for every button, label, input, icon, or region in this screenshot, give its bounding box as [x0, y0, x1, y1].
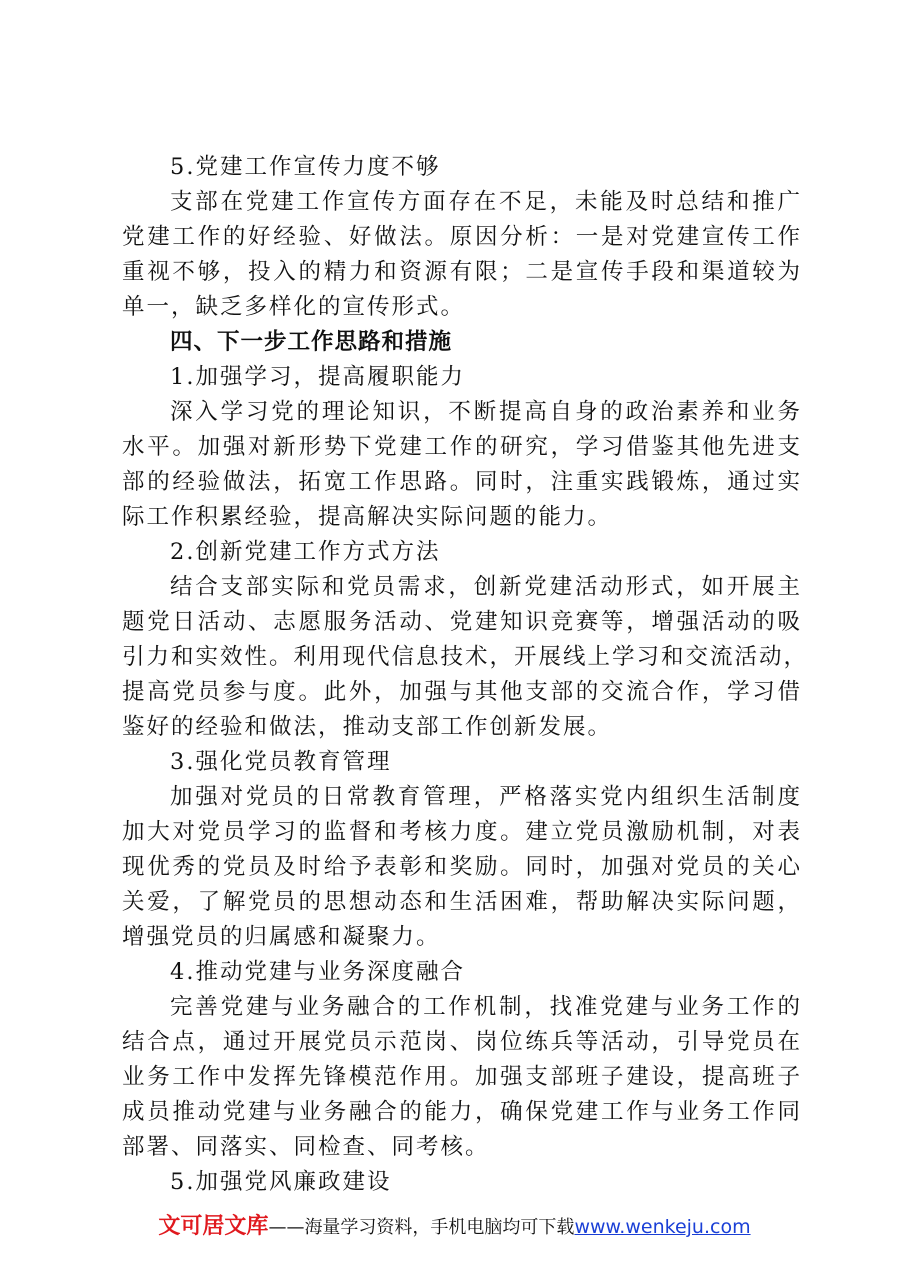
subheading-4-integration: 4.推动党建与业务深度融合: [170, 959, 465, 985]
paragraph-line: 现优秀的党员及时给予表彰和奖励。同时，加强对党员的关心: [122, 854, 802, 880]
paragraph-line: 关爱，了解党员的思想动态和生活困难，帮助解决实际问题，: [122, 889, 802, 915]
paragraph-line: 加强对党员的日常教育管理，严格落实党内组织生活制度: [170, 784, 802, 810]
paragraph-line: 部的经验做法，拓宽工作思路。同时，注重实践锻炼，通过实: [122, 469, 802, 495]
subheading-1-learning: 1.加强学习，提高履职能力: [170, 364, 465, 390]
section-heading-next-steps: 四、下一步工作思路和措施: [170, 329, 453, 355]
paragraph-line: 水平。加强对新形势下党建工作的研究，学习借鉴其他先进支: [122, 434, 802, 460]
paragraph-line: 支部在党建工作宣传方面存在不足，未能及时总结和推广: [170, 189, 802, 215]
subheading-5-publicity: 5.党建工作宣传力度不够: [170, 154, 441, 180]
footer-website-link[interactable]: www.wenkeju.com: [574, 1216, 751, 1238]
paragraph-line: 结合点，通过开展党员示范岗、岗位练兵等活动，引导党员在: [122, 1029, 802, 1055]
paragraph-line: 党建工作的好经验、好做法。原因分析：一是对党建宣传工作: [122, 224, 802, 250]
page-footer: [0, 1210, 909, 1245]
footer-brand: 文可居文库: [158, 1214, 269, 1239]
subheading-2-innovation: 2.创新党建工作方式方法: [170, 539, 441, 565]
subheading-3-education: 3.强化党员教育管理: [170, 749, 392, 775]
paragraph-line: 部署、同落实、同检查、同考核。: [122, 1134, 490, 1160]
paragraph-line: 增强党员的归属感和凝聚力。: [122, 924, 441, 950]
paragraph-line: 完善党建与业务融合的工作机制，找准党建与业务工作的: [170, 994, 802, 1020]
paragraph-line: 单一，缺乏多样化的宣传形式。: [122, 294, 466, 320]
paragraph-line: 加大对党员学习的监督和考核力度。建立党员激励机制，对表: [122, 819, 802, 845]
paragraph-line: 深入学习党的理论知识，不断提高自身的政治素养和业务: [170, 399, 802, 425]
subheading-5-integrity: 5.加强党风廉政建设: [170, 1169, 392, 1195]
paragraph-line: 鉴好的经验和做法，推动支部工作创新发展。: [122, 714, 613, 740]
paragraph-line: 结合支部实际和党员需求，创新党建活动形式，如开展主: [170, 574, 802, 600]
paragraph-line: 提高党员参与度。此外，加强与其他支部的交流合作，学习借: [122, 679, 802, 705]
paragraph-line: 际工作积累经验，提高解决实际问题的能力。: [122, 504, 613, 530]
paragraph-line: 成员推动党建与业务融合的能力，确保党建工作与业务工作同: [122, 1099, 802, 1125]
paragraph-line: 重视不够，投入的精力和资源有限；二是宣传手段和渠道较为: [122, 259, 802, 285]
footer-text: ——海量学习资料，手机电脑均可下载: [268, 1217, 575, 1238]
paragraph-line: 引力和实效性。利用现代信息技术，开展线上学习和交流活动，: [122, 644, 809, 670]
paragraph-line: 题党日活动、志愿服务活动、党建知识竞赛等，增强活动的吸: [122, 609, 802, 635]
paragraph-line: 业务工作中发挥先锋模范作用。加强支部班子建设，提高班子: [122, 1064, 802, 1090]
